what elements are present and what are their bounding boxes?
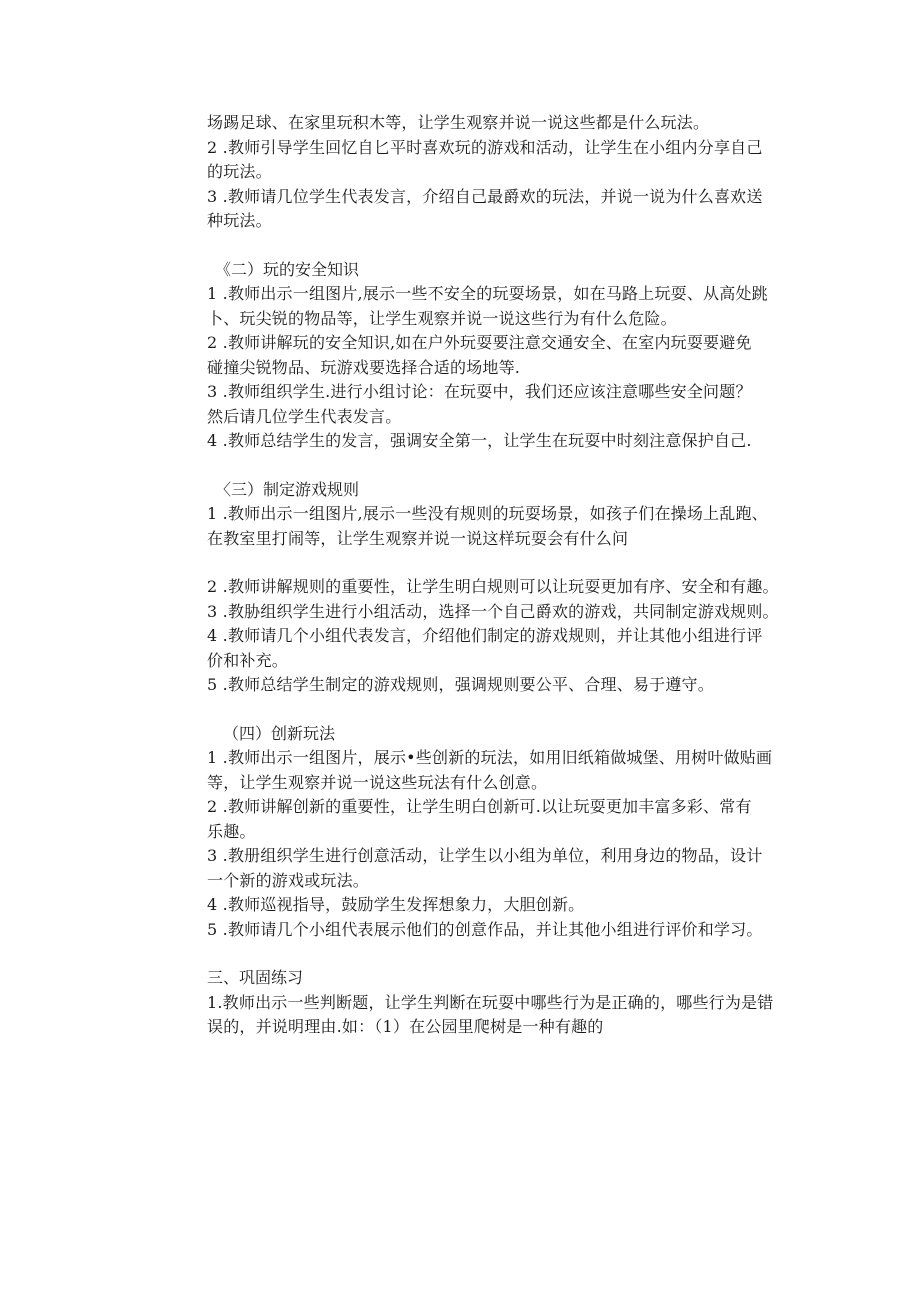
text-line: 等，让学生观察并说一说这些玩法有什么创意。 [207,772,548,792]
section-rules [207,478,807,698]
list-item [207,600,807,625]
text-line: 1 .教师出示一组图片，展示•些创新的玩法，如用旧纸箱做城堡、用树叶做贴画 [207,748,773,767]
text-line: 的玩法。 [207,162,272,181]
list-item [207,331,807,380]
text-line: 4 .教师总结学生的发言，强调安全第一，让学生在玩耍中时刻注意保护自己. [207,431,752,450]
text-line: 5 .教师总结学生制定的游戏规则，强调规则要公平、合理、易于遵守。 [207,675,714,694]
section-heading: 〈三）制定游戏规则 [215,479,360,499]
text-line: 价和补充。 [207,650,289,670]
text-line: 种玩法。 [207,211,272,230]
list-item [207,429,807,454]
text-line: 场踢足球、在家里玩积木等，让学生观察并说一说这些都是什么玩法。 [207,113,710,132]
text-line: 3 .教师组织学生.进行小组讨论：在玩耍中，我们还应该注意哪些安全问题？ [207,382,752,401]
section-practice [207,966,807,1040]
text-line: 3 .教师请几位学生代表发言，介绍自己最爵欢的玩法，并说一说为什么喜欢送 [207,186,763,206]
text-line: 1 .教师出示一组图片,展示一些没有规则的玩耍场景，如孩子们在操场上乱跑、 [207,504,768,523]
list-item [207,673,807,698]
text-line: 2 .教师讲解创新的重要性，让学生明白创新可.以让玩耍更加丰富多彩、常有 [207,797,752,816]
list-item [207,502,807,551]
list-item [207,136,807,185]
section-safety [207,258,807,454]
text-line: 4 .教师请几个小组代表发言，介绍他们制定的游戏规则，并让其他小组进行评 [207,626,763,645]
text-line: 4 .教师巡视指导，鼓励学生发挥想象力，大胆创新。 [207,895,585,914]
text-line: 在教室里打闹等，让学生观察并说一说这样玩耍会有什么问 [207,528,629,548]
text-line: 卜、玩尖锐的物品等，让学生观察并说一说这些行为有什么危险。 [207,308,677,328]
text-line: 然后请几位学生代表发言。 [207,406,402,426]
list-item [207,380,807,429]
text-line: 误的，并说明理由.如：（1）在公园里爬树是一种有趣的 [207,1017,604,1036]
section-heading: 《二）玩的安全知识 [215,259,360,279]
list-item [207,746,807,795]
list-item [207,624,807,673]
list-item [207,844,807,893]
text-line: 1.教师出示一些判断题，让学生判断在玩耍中哪些行为是正确的，哪些行为是错 [207,992,774,1012]
section-innovation [207,722,807,943]
intro-list [207,136,807,234]
text-line: 3 .教册组织学生进行创意活动，让学生以小组为单位，利用身边的物品，设计 [207,846,763,865]
text-line: 5 .教师请几个小组代表展示他们的创意作品，并让其他小组进行评价和学习。 [207,919,763,939]
list-item [207,918,807,943]
list-item [207,991,807,1040]
text-line: 碰撞尖锐物品、玩游戏要选择合适的场地等. [207,357,521,377]
text-line: 1 .教师出示一组图片,展示一些不安全的玩耍场景，如在马路上玩耍、从高处跳 [207,284,768,303]
list-item [207,575,807,600]
text-line: 一个新的游戏或玩法。 [207,870,370,890]
document-page [207,111,807,1040]
list-item [207,282,807,331]
list-item [207,795,807,844]
top-fragment [207,111,807,136]
list-item [207,893,807,918]
text-line: 乐趣。 [207,821,256,841]
text-line: 2 .教师讲解规则的重要性，让学生明白规则可以让玩耍更加有序、安全和有趣。 [207,577,779,596]
text-line: 2 .教师引导学生回忆自匕平时喜欢玩的游戏和活动，让学生在小组内分享自己 [207,137,763,157]
text-line: 3 .教胁组织学生进行小组活动，选择一个自己爵欢的游戏，共同制定游戏规则。 [207,601,779,621]
section-heading: （四）创新玩法 [223,723,336,743]
text-line: 2 .教师讲解玩的安全知识,如在户外玩耍要注意交通安全、在室内玩耍要避免 [207,333,752,352]
section-heading: 三、巩固练习 [207,968,304,987]
list-item [207,185,807,234]
